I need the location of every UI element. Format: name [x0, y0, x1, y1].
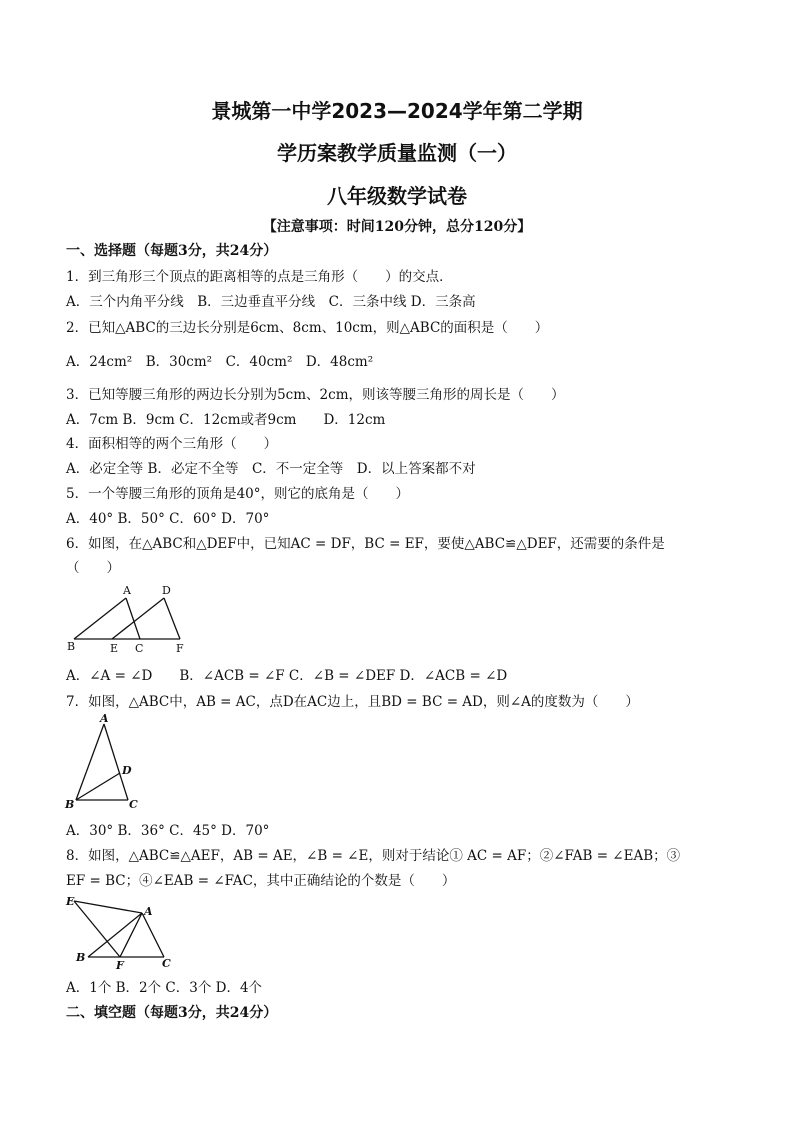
section-title-fill-in: 二、填空题（每题3分，共24分） — [66, 1005, 278, 1021]
q3-stem: 3．已知等腰三角形的两边长分别为5cm、2cm，则该等腰三角形的周长是（ ） — [66, 387, 565, 403]
q7-label-a: A — [100, 712, 109, 725]
q7-stem: 7．如图，△ABC中，AB = AC，点D在AC边上，且BD = BC = AD，则∠A的度数为（ ） — [66, 694, 639, 710]
q4-options: A．必定全等 B．必定不全等 C．不一定全等 D．以上答案都不对 — [66, 461, 476, 477]
q6-label-b: B — [67, 640, 76, 653]
q2-stem: 2．已知△ABC的三边长分别是6cm、8cm、10cm，则△ABC的面积是（ ） — [66, 320, 549, 336]
q8-label-a: A — [144, 905, 153, 918]
q6-figure — [62, 582, 192, 656]
q8-stem: 8．如图，△ABC≌△AEF，AB = AE，∠B = ∠E，则对于结论① AC = AF；②∠FAB = ∠EAB；③ — [66, 848, 681, 864]
exam-grade-title: 八年级数学试卷 — [327, 184, 467, 208]
q8-label-f: F — [116, 959, 124, 972]
q8-options: A．1个 B．2个 C．3个 D．4个 — [66, 980, 263, 996]
q8-figure — [62, 893, 182, 973]
q2-options: A．24cm² B．30cm² C．40cm² D．48cm² — [66, 354, 374, 370]
q5-stem: 5．一个等腰三角形的顶角是40°，则它的底角是（ ） — [66, 486, 410, 502]
q6-label-e: E — [110, 642, 119, 655]
q4-stem: 4．面积相等的两个三角形（ ） — [66, 436, 278, 452]
q8-label-c: C — [162, 957, 171, 970]
q7-label-b: B — [65, 798, 75, 811]
q7-options: A．30° B．36° C．45° D．70° — [66, 823, 270, 839]
q6-label-f: F — [176, 642, 184, 655]
section-title-choice: 一、选择题（每题3分，共24分） — [66, 243, 278, 259]
q7-label-d: D — [122, 764, 132, 777]
q5-options: A．40° B．50° C．60° D．70° — [66, 511, 270, 527]
q6-stem-paren: （ ） — [66, 560, 120, 576]
q6-label-d: D — [162, 584, 171, 597]
exam-subtitle: 学历案教学质量监测（一） — [277, 141, 517, 165]
q8-stem-continued: EF = BC；④∠EAB = ∠FAC，其中正确结论的个数是（ ） — [66, 873, 456, 889]
q3-options: A．7cm B．9cm C．12cm或者9cm D．12cm — [66, 412, 386, 428]
q7-figure — [62, 712, 152, 812]
q8-label-b: B — [76, 951, 86, 964]
q6-stem: 6．如图，在△ABC和△DEF中，已知AC = DF，BC = EF，要使△ABC≌△DEF，还需要的条件是 — [66, 536, 665, 552]
q6-label-c: C — [135, 642, 144, 655]
q1-stem: 1．到三角形三个顶点的距离相等的点是三角形（ ）的交点． — [66, 269, 453, 285]
q7-label-c: C — [129, 798, 138, 811]
q6-label-a: A — [123, 584, 131, 597]
q1-options: A．三个内角平分线 B．三边垂直平分线 C．三条中线 D．三条高 — [66, 294, 476, 310]
q6-options: A．∠A = ∠D B．∠ACB = ∠F C．∠B = ∠DEF D．∠ACB = ∠D — [66, 668, 508, 684]
exam-school-title: 景城第一中学2023—2024学年第二学期 — [211, 99, 583, 123]
q8-label-e: E — [66, 895, 75, 908]
exam-notice: 【注意事项：时间120分钟，总分120分】 — [262, 219, 532, 235]
